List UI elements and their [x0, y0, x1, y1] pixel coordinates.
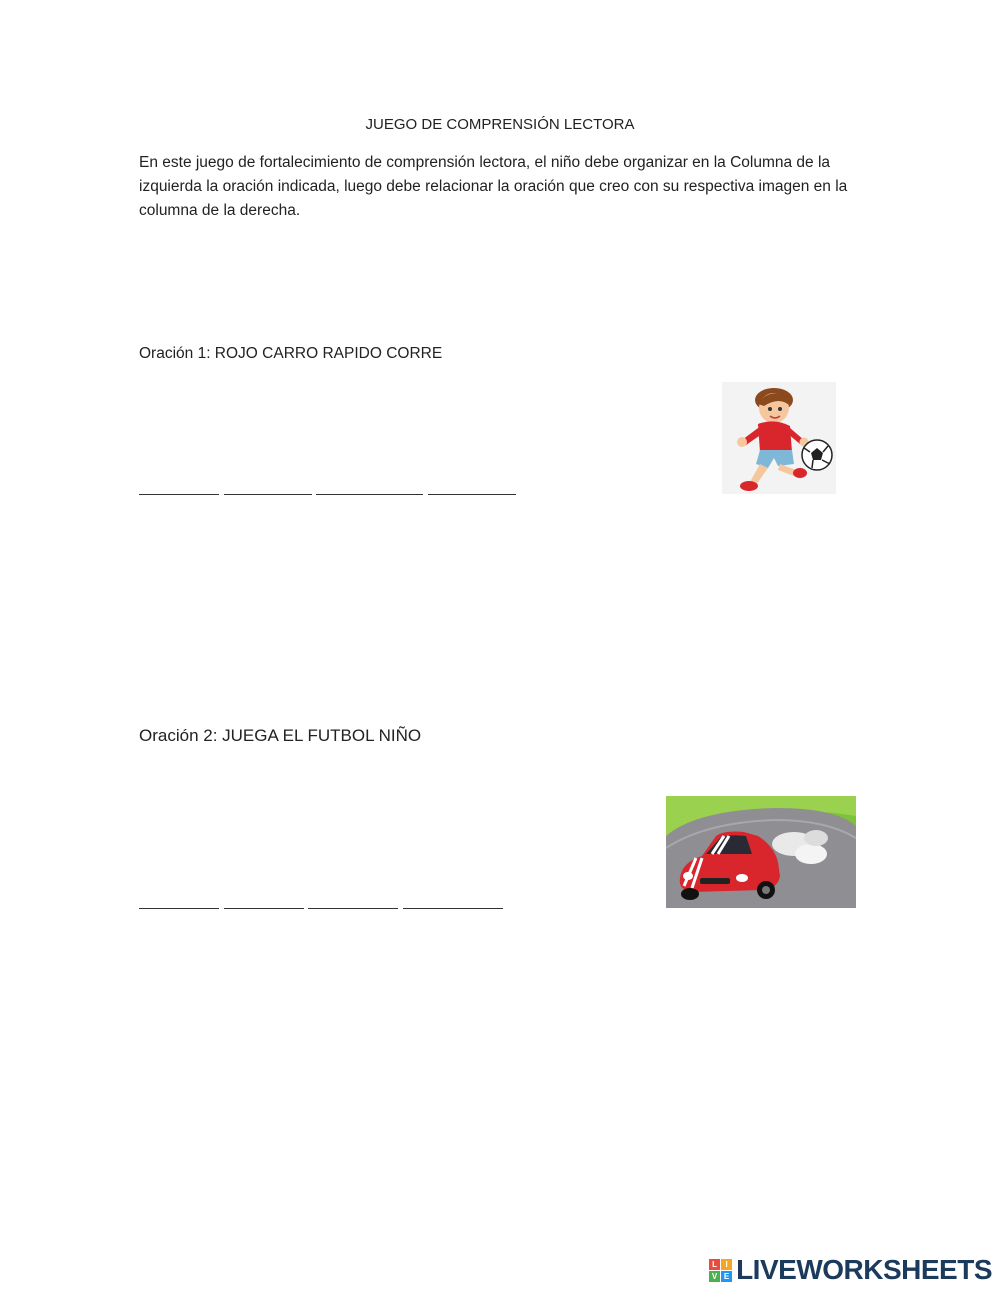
logo-letter-l: L [709, 1259, 720, 1270]
logo-letter-v: V [709, 1271, 720, 1282]
answer-blank-2-4[interactable] [403, 908, 503, 909]
answer-blank-2-3[interactable] [308, 908, 398, 909]
page-title: JUEGO DE COMPRENSIÓN LECTORA [365, 116, 635, 133]
instructions-paragraph: En este juego de fortalecimiento de comprensión lectora, el niño debe organizar en la Columna de la izquierda la oración indicada, luego debe relacionar la oración que creo con su respectiva imagen en la columna de la derecha. [139, 154, 848, 219]
answer-blank-1-2[interactable] [224, 494, 312, 495]
brand-name: LIVEWORKSHEETS [736, 1254, 992, 1285]
boy-soccer-image[interactable] [722, 382, 836, 494]
boy-playing-soccer-icon [722, 382, 836, 494]
logo-letter-i: I [721, 1259, 732, 1270]
answer-blank-1-3[interactable] [316, 494, 423, 495]
answer-blank-2-2[interactable] [224, 908, 304, 909]
red-race-car-icon [666, 796, 856, 908]
sentence-2-label: Oración 2: JUEGA EL FUTBOL NIÑO [139, 726, 422, 745]
answer-blank-1-1[interactable] [139, 494, 219, 495]
answer-blank-1-4[interactable] [428, 494, 516, 495]
liveworksheets-logo[interactable] [709, 1253, 992, 1287]
liveworksheets-logo-icon [709, 1259, 732, 1282]
logo-letter-e: E [721, 1271, 732, 1282]
red-car-image[interactable] [666, 796, 856, 908]
answer-blank-2-1[interactable] [139, 908, 219, 909]
sentence-1-label: Oración 1: ROJO CARRO RAPIDO CORRE [139, 345, 443, 362]
